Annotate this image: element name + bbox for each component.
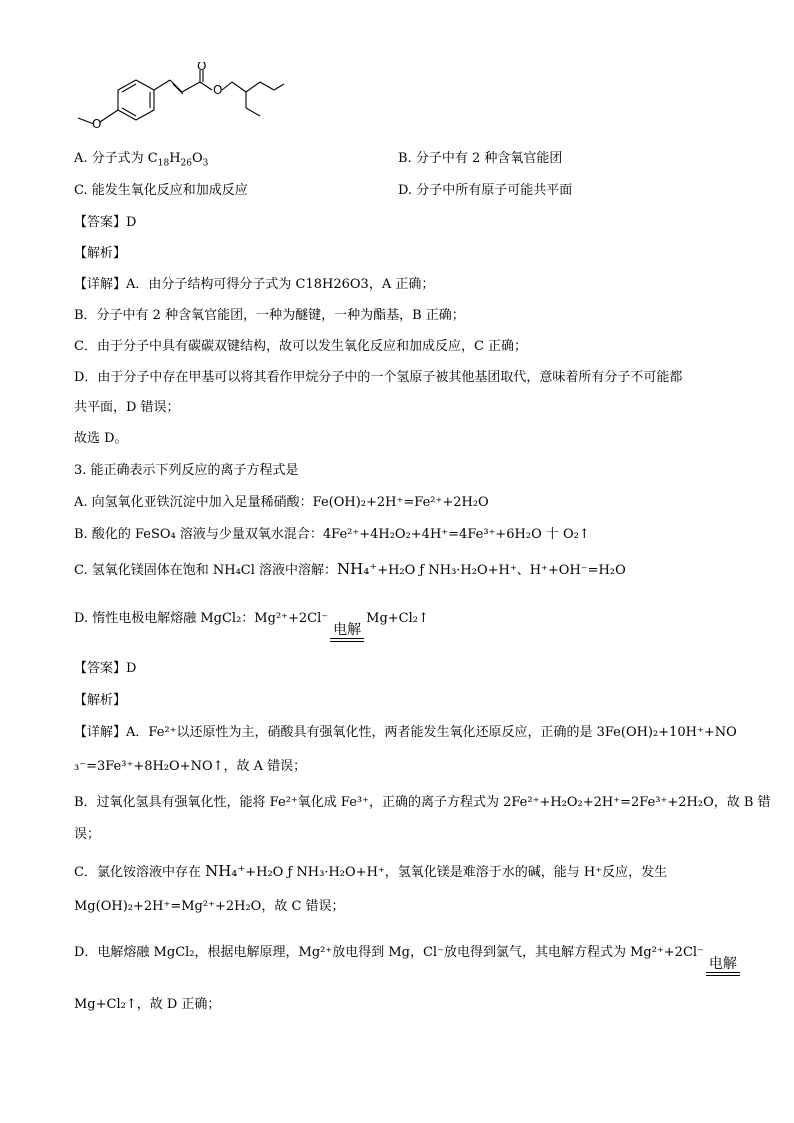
q2-detail-c: C．由于分子中具有碳碳双键结构，故可以发生氧化反应和加成反应，C 正确；: [74, 339, 528, 354]
q3-option-b: B. 酸化的 FeSO₄ 溶液与少量双氧水混合：4Fe²⁺+4H₂O₂+4H⁺=4Fe³⁺+6H₂O 十 O₂↑: [74, 527, 590, 542]
q3-detail-b1: B．过氧化氢具有强氧化性，能将 Fe²⁺氧化成 Fe³⁺，正确的离子方程式为 2Fe²⁺+H₂O₂+2H⁺=2Fe³⁺+2H₂O，故 B 错: [74, 795, 771, 810]
q2-detail-a: 【详解】A．由分子结构可得分子式为 C18H26O3，A 正确；: [74, 277, 435, 292]
q3-detail-d1: D．电解熔融 MgCl₂，根据电解原理，Mg²⁺放电得到 Mg，Cl⁻放电得到氯气，其电解方程式为 Mg²⁺+2Cl⁻ 电解: [74, 944, 742, 990]
q3-detail-a1: 【详解】A．Fe²⁺以还原性为主，硝酸具有强氧化性，两者能发生氧化还原反应，正确的是 3Fe(OH)₂+10H⁺+NO: [74, 725, 737, 740]
benzene-ring: [118, 80, 154, 120]
q3-option-c: C. 氢氧化镁固体在饱和 NH₄Cl 溶液中溶解：NH₄⁺+H₂O ƒ NH₃·H₂O+H⁺、H⁺+OH⁻=H₂O: [74, 560, 626, 578]
methoxy-o-label: O: [92, 117, 102, 131]
q2-detail-b: B．分子中有 2 种含氧官能团，一种为醚键，一种为酯基，B 正确；: [74, 308, 465, 323]
q2-conclusion: 故选 D。: [74, 431, 128, 446]
q3-detail-c2: Mg(OH)₂+2H⁺=Mg²⁺+2H₂O，故 C 错误；: [74, 899, 345, 914]
carbonyl-o-label: O: [197, 62, 207, 73]
q2-answer: 【答案】D: [74, 215, 137, 230]
option-d: D. 分子中所有原子可能共平面: [398, 183, 573, 198]
q3-option-d: D. 惰性电极电解熔融 MgCl₂：Mg²⁺+2Cl⁻ 电解 Mg+Cl₂↑: [74, 610, 429, 656]
ester-o-label: O: [213, 83, 223, 97]
q3-detail-c1: C．氯化铵溶液中存在 NH₄⁺+H₂O ƒ NH₃·H₂O+H⁺，氢氧化镁是难溶于水的碱，能与 H⁺反应，发生: [74, 862, 668, 880]
option-a: A. 分子式为 $C_{18}H_{26}O_3$: [74, 151, 209, 169]
q2-detail-d2: 共平面，D 错误；: [74, 400, 180, 415]
q2-detail-d1: D．由于分子中存在甲基可以将其看作甲烷分子中的一个氢原子被其他基团取代，意味着所有分子不可能都: [74, 370, 683, 385]
molecule-structure: [70, 62, 290, 142]
q2-analysis: 【解析】: [74, 246, 127, 261]
q3-analysis: 【解析】: [74, 693, 127, 708]
q3-detail-d2: Mg+Cl₂↑，故 D 正确；: [74, 997, 221, 1012]
q3-stem: 3. 能正确表示下列反应的离子方程式是: [74, 463, 299, 478]
q3-detail-b2: 误；: [74, 827, 101, 842]
q3-answer: 【答案】D: [74, 661, 137, 676]
q3-option-a: A. 向氢氧化亚铁沉淀中加入足量稀硝酸：Fe(OH)₂+2H⁺=Fe²⁺+2H₂O: [74, 495, 489, 510]
option-c: C. 能发生氧化反应和加成反应: [74, 183, 248, 198]
option-b: B. 分子中有 2 种含氧官能团: [398, 151, 563, 166]
q3-detail-a2: ₃⁻=3Fe³⁺+8H₂O+NO↑，故 A 错误；: [74, 759, 307, 774]
